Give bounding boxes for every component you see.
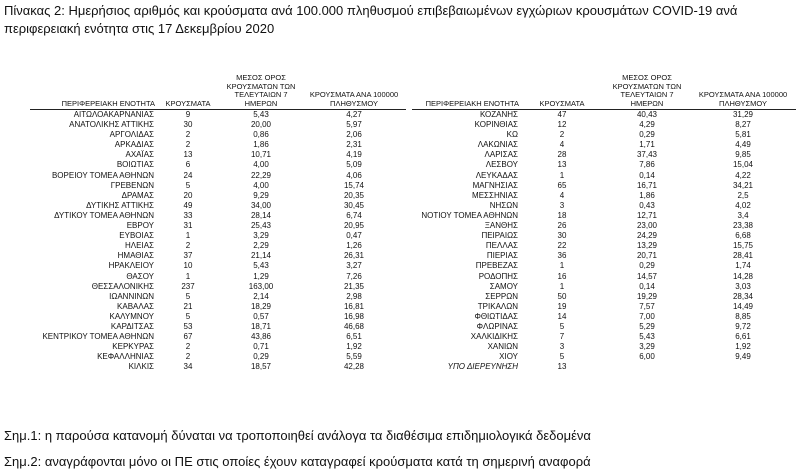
per-cell: 23,38 (732, 221, 754, 231)
table-row (412, 342, 796, 352)
region-cell: ΕΒΡΟΥ (126, 221, 154, 231)
avg-cell: 2,29 (253, 241, 269, 251)
region-cell: ΜΑΓΝΗΣΙΑΣ (472, 180, 518, 190)
region-cell: ΙΩΑΝΝΙΝΩΝ (109, 291, 154, 301)
avg-cell: 5,43 (639, 332, 655, 342)
region-cell: ΑΙΤΩΛΟΑΚΑΡΝΑΝΙΑΣ (73, 110, 154, 119)
table-row (30, 211, 406, 221)
cases-cell: 13 (557, 362, 567, 372)
table-row (30, 160, 406, 170)
per-cell: 20,95 (343, 221, 365, 231)
per-cell: 9,49 (735, 352, 751, 362)
region-cell: ΣΕΡΡΩΝ (485, 291, 518, 301)
cases-cell: 6 (185, 160, 191, 170)
per-cell: 15,04 (732, 160, 754, 170)
table-row (30, 302, 406, 312)
per-cell: 6,74 (346, 210, 362, 220)
header-region: ΠΕΡΙΦΕΡΕΙΑΚΗ ΕΝΟΤΗΤΑ (30, 74, 156, 110)
region-cell: ΛΑΚΩΝΙΑΣ (477, 140, 518, 150)
per-cell: 7,26 (346, 271, 362, 281)
avg-cell: 19,29 (636, 291, 658, 301)
table-row (412, 191, 796, 201)
table-row (412, 140, 796, 150)
table-row (412, 352, 796, 362)
avg-cell: 18,57 (250, 362, 272, 372)
cases-cell: 1 (185, 271, 191, 281)
cases-cell: 36 (557, 251, 567, 261)
left-table-body (30, 110, 406, 373)
cases-cell: 22 (557, 241, 567, 251)
per-cell: 5,59 (346, 352, 362, 362)
avg-cell: 25,43 (250, 221, 272, 231)
per-cell: 4,19 (346, 150, 362, 160)
region-cell: ΔΥΤΙΚΟΥ ΤΟΜΕΑ ΑΘΗΝΩΝ (54, 210, 154, 220)
cases-cell: 21 (183, 301, 193, 311)
avg-cell: 3,29 (253, 231, 269, 241)
avg-cell (604, 362, 690, 372)
table-row (30, 362, 406, 372)
table-row (412, 241, 796, 251)
region-cell: ΗΜΑΘΙΑΣ (117, 251, 154, 261)
per-cell: 4,49 (735, 140, 751, 150)
per-cell: 6,61 (735, 332, 751, 342)
cases-cell: 5 (185, 291, 191, 301)
avg-cell: 7,57 (639, 301, 655, 311)
region-cell: ΠΙΕΡΙΑΣ (486, 251, 518, 261)
cases-cell: 65 (557, 180, 567, 190)
cases-cell: 30 (183, 120, 193, 130)
region-cell: ΔΡΑΜΑΣ (121, 190, 154, 200)
avg-cell: 9,29 (253, 190, 269, 200)
cases-cell: 5 (559, 321, 565, 331)
table-row (412, 251, 796, 261)
region-cell: ΠΕΛΛΑΣ (485, 241, 518, 251)
table-row (412, 221, 796, 231)
per-cell: 28,41 (732, 251, 754, 261)
cases-cell: 2 (185, 352, 191, 362)
region-cell: ΑΡΓΟΛΙΔΑΣ (109, 130, 154, 140)
per-cell: 9,85 (735, 150, 751, 160)
note-1: Σημ.1: η παρούσα κατανομή δύναται να τροποποιηθεί ανάλογα τα διαθέσιμα επιδημιολογικά δεδομένα (4, 428, 591, 443)
table-row (30, 171, 406, 181)
table-row (30, 231, 406, 241)
region-cell: ΑΝΑΤΟΛΙΚΗΣ ΑΤΤΙΚΗΣ (69, 120, 154, 130)
per-cell: 1,74 (735, 261, 751, 271)
cases-cell: 7 (559, 332, 565, 342)
per-cell: 8,85 (735, 311, 751, 321)
cases-cell: 18 (557, 210, 567, 220)
cases-cell: 237 (181, 281, 195, 291)
per-cell: 3,27 (346, 261, 362, 271)
table-row (30, 322, 406, 332)
cases-cell: 67 (183, 332, 193, 342)
avg-cell: 3,29 (639, 342, 655, 352)
per-cell: 15,75 (732, 241, 754, 251)
cases-cell: 28 (557, 150, 567, 160)
avg-cell: 4,29 (639, 120, 655, 130)
region-cell: ΞΑΝΘΗΣ (484, 221, 518, 231)
table-row (412, 120, 796, 130)
cases-cell: 12 (557, 120, 567, 130)
cases-cell: 5 (185, 180, 191, 190)
per-cell: 14,28 (732, 271, 754, 281)
avg-cell: 16,71 (636, 180, 658, 190)
per-cell: 16,81 (343, 301, 365, 311)
cases-cell: 49 (183, 200, 193, 210)
per-cell: 15,74 (343, 180, 365, 190)
table-row (412, 302, 796, 312)
header-cases: ΚΡΟΥΣΜΑΤΑ (520, 74, 604, 110)
table-row (412, 171, 796, 181)
table-row (412, 362, 796, 372)
per-cell (690, 362, 796, 372)
avg-cell: 7,00 (639, 311, 655, 321)
per-cell: 1,26 (346, 241, 362, 251)
cases-cell: 20 (183, 190, 193, 200)
avg-cell: 28,14 (250, 210, 272, 220)
region-cell: ΗΡΑΚΛΕΙΟΥ (108, 261, 154, 271)
cases-cell: 53 (183, 321, 193, 331)
table-row (30, 181, 406, 191)
table-row (412, 110, 796, 121)
region-cell: ΜΕΣΣΗΝΙΑΣ (472, 190, 518, 200)
avg-cell: 2,14 (253, 291, 269, 301)
table-row (30, 110, 406, 121)
per-cell: 30,45 (343, 200, 365, 210)
avg-cell: 37,43 (636, 150, 658, 160)
table-row (412, 332, 796, 342)
region-cell: ΣΑΜΟΥ (489, 281, 518, 291)
region-cell: ΒΟΙΩΤΙΑΣ (116, 160, 154, 170)
avg-cell: 4,00 (253, 160, 269, 170)
per-cell: 4,06 (346, 170, 362, 180)
per-cell: 5,97 (346, 120, 362, 130)
per-cell: 6,51 (346, 332, 362, 342)
cases-cell: 5 (559, 352, 565, 362)
table-row (412, 292, 796, 302)
region-cell: ΦΛΩΡΙΝΑΣ (476, 321, 518, 331)
cases-cell: 3 (559, 342, 565, 352)
avg-cell: 0,29 (639, 130, 655, 140)
table-row (30, 130, 406, 140)
region-cell: ΚΕΝΤΡΙΚΟΥ ΤΟΜΕΑ ΑΘΗΝΩΝ (42, 332, 154, 342)
per-cell: 20,35 (343, 190, 365, 200)
region-cell: ΚΙΛΚΙΣ (128, 362, 154, 372)
region-cell: ΗΛΕΙΑΣ (125, 241, 154, 251)
region-cell: ΚΑΛΥΜΝΟΥ (109, 311, 154, 321)
cases-cell: 3 (559, 200, 565, 210)
avg-cell: 1,86 (639, 190, 655, 200)
cases-cell: 2 (185, 342, 191, 352)
avg-cell: 40,43 (636, 110, 658, 119)
per-cell: 2,06 (346, 130, 362, 140)
cases-cell: 24 (183, 170, 193, 180)
avg-cell: 14,57 (636, 271, 658, 281)
cases-cell: 1 (559, 281, 565, 291)
cases-cell: 37 (183, 251, 193, 261)
avg-cell: 24,29 (636, 231, 658, 241)
avg-cell: 0,14 (639, 170, 655, 180)
region-cell: ΝΗΣΩΝ (489, 200, 518, 210)
cases-cell: 16 (557, 271, 567, 281)
cases-cell: 30 (557, 231, 567, 241)
header-region: ΠΕΡΙΦΕΡΕΙΑΚΗ ΕΝΟΤΗΤΑ (412, 74, 520, 110)
region-cell: ΑΡΚΑΔΙΑΣ (114, 140, 154, 150)
avg-cell: 0,43 (639, 200, 655, 210)
avg-cell: 0,86 (253, 130, 269, 140)
table-row (30, 342, 406, 352)
avg-cell: 20,00 (250, 120, 272, 130)
region-cell: ΠΕΙΡΑΙΩΣ (481, 231, 518, 241)
table-row (412, 130, 796, 140)
avg-cell: 10,71 (250, 150, 272, 160)
per-cell: 6,68 (735, 231, 751, 241)
per-cell: 16,98 (343, 311, 365, 321)
table-row (30, 150, 406, 160)
table-row (412, 160, 796, 170)
region-cell: ΝΟΤΙΟΥ ΤΟΜΕΑ ΑΘΗΝΩΝ (421, 210, 518, 220)
region-cell: ΘΕΣΣΑΛΟΝΙΚΗΣ (91, 281, 154, 291)
table-row (30, 312, 406, 322)
avg-cell: 1,29 (253, 271, 269, 281)
table-row (30, 332, 406, 342)
region-cell: ΡΟΔΟΠΗΣ (478, 271, 518, 281)
table-row (30, 241, 406, 251)
per-cell: 2,31 (346, 140, 362, 150)
per-cell: 26,31 (343, 251, 365, 261)
table-row (30, 221, 406, 231)
per-cell: 42,28 (343, 362, 365, 372)
region-cell: ΑΧΑΪΑΣ (125, 150, 154, 160)
cases-cell: 5 (185, 311, 191, 321)
header-avg: ΜΕΣΟΣ ΟΡΟΣ ΚΡΟΥΣΜΑΤΩΝ ΤΩΝ ΤΕΛΕΥΤΑΙΩΝ 7 ΗΜΕΡΩΝ (220, 74, 302, 110)
per-cell: 28,34 (732, 291, 754, 301)
right-table-body (412, 110, 796, 373)
cases-cell: 2 (185, 241, 191, 251)
table-row (412, 272, 796, 282)
cases-cell: 4 (559, 190, 565, 200)
cases-cell: 9 (185, 110, 191, 119)
cases-cell: 1 (185, 231, 191, 241)
cases-cell: 4 (559, 140, 565, 150)
per-cell: 4,02 (735, 200, 751, 210)
per-cell: 46,68 (343, 321, 365, 331)
avg-cell: 34,00 (250, 200, 272, 210)
per-cell: 34,21 (732, 180, 754, 190)
per-cell: 2,5 (737, 190, 749, 200)
avg-cell: 20,71 (636, 251, 658, 261)
region-cell: ΤΡΙΚΑΛΩΝ (477, 301, 518, 311)
region-cell: ΔΥΤΙΚΗΣ ΑΤΤΙΚΗΣ (86, 200, 154, 210)
avg-cell: 23,00 (636, 221, 658, 231)
region-cell: ΚΩ (506, 130, 518, 140)
cases-cell: 10 (183, 261, 193, 271)
avg-cell: 5,43 (253, 261, 269, 271)
table-row (412, 282, 796, 292)
table-row (30, 352, 406, 362)
avg-cell: 7,86 (639, 160, 655, 170)
region-cell: ΛΕΣΒΟΥ (485, 160, 518, 170)
cases-cell: 47 (557, 110, 567, 119)
cases-cell: 34 (183, 362, 193, 372)
region-cell: ΚΟΖΑΝΗΣ (479, 110, 518, 119)
cases-cell: 2 (559, 130, 565, 140)
per-cell: 31,29 (732, 110, 754, 119)
note-2: Σημ.2: αναγράφονται μόνο οι ΠΕ στις οποίες έχουν καταγραφεί κρούσματα κατά τη σημερινή αναφορά (4, 454, 591, 469)
table-row (412, 211, 796, 221)
avg-cell: 1,86 (253, 140, 269, 150)
table-row (30, 282, 406, 292)
cases-cell: 13 (557, 160, 567, 170)
header-cases: ΚΡΟΥΣΜΑΤΑ (156, 74, 220, 110)
left-data-table (30, 74, 406, 372)
per-cell: 2,98 (346, 291, 362, 301)
avg-cell: 18,29 (250, 301, 272, 311)
avg-cell: 5,29 (639, 321, 655, 331)
table-row (412, 201, 796, 211)
table-row (412, 150, 796, 160)
per-cell: 8,27 (735, 120, 751, 130)
table-row (412, 322, 796, 332)
per-cell: 1,92 (346, 342, 362, 352)
table-row (30, 272, 406, 282)
cases-cell: 14 (557, 311, 567, 321)
region-cell: ΧΑΝΙΩΝ (487, 342, 518, 352)
per-cell: 14,49 (732, 301, 754, 311)
table-row (30, 292, 406, 302)
region-cell: ΓΡΕΒΕΝΩΝ (110, 180, 154, 190)
region-cell: ΒΟΡΕΙΟΥ ΤΟΜΕΑ ΑΘΗΝΩΝ (51, 170, 154, 180)
table-row (30, 201, 406, 211)
region-cell: ΧΑΛΚΙΔΙΚΗΣ (470, 332, 518, 342)
region-cell: ΚΕΡΚΥΡΑΣ (112, 342, 154, 352)
region-cell: ΧΙΟΥ (499, 352, 518, 362)
region-cell: ΥΠΟ ΔΙΕΡΕΥΝΗΣΗ (447, 362, 518, 372)
cases-cell: 33 (183, 210, 193, 220)
region-cell: ΚΟΡΙΝΘΙΑΣ (474, 120, 518, 130)
avg-cell: 21,14 (250, 251, 272, 261)
region-cell: ΛΕΥΚΑΔΑΣ (475, 170, 518, 180)
avg-cell: 12,71 (636, 210, 658, 220)
table-caption: Πίνακας 2: Ημερήσιος αριθμός και κρούσματα ανά 100.000 πληθυσμού επιβεβαιωμένων εγχώριων κρουσμάτων COVID-19 ανά περιφερειακή ενότητα στις 17 Δεκεμβρίου 2020 (4, 3, 738, 36)
cases-cell: 19 (557, 301, 567, 311)
cases-cell: 1 (559, 261, 565, 271)
table-row (30, 191, 406, 201)
table-row (412, 181, 796, 191)
cases-cell: 2 (185, 140, 191, 150)
region-cell: ΕΥΒΟΙΑΣ (119, 231, 154, 241)
region-cell: ΚΕΦΑΛΛΗΝΙΑΣ (97, 352, 154, 362)
region-cell: ΚΑΒΑΛΑΣ (117, 301, 154, 311)
region-cell: ΘΑΣΟΥ (126, 271, 154, 281)
region-cell: ΦΘΙΩΤΙΔΑΣ (474, 311, 518, 321)
header-avg: ΜΕΣΟΣ ΟΡΟΣ ΚΡΟΥΣΜΑΤΩΝ ΤΩΝ ΤΕΛΕΥΤΑΙΩΝ 7 ΗΜΕΡΩΝ (604, 74, 690, 110)
avg-cell: 13,29 (636, 241, 658, 251)
table-row (412, 261, 796, 271)
avg-cell: 6,00 (639, 352, 655, 362)
table-row (30, 251, 406, 261)
header-per: ΚΡΟΥΣΜΑΤΑ ΑΝΑ 100000 ΠΛΗΘΥΣΜΟΥ (302, 74, 406, 110)
per-cell: 5,81 (735, 130, 751, 140)
per-cell: 1,92 (735, 342, 751, 352)
per-cell: 21,35 (343, 281, 365, 291)
avg-cell: 22,29 (250, 170, 272, 180)
table-row (30, 120, 406, 130)
cases-cell: 50 (557, 291, 567, 301)
region-cell: ΠΡΕΒΕΖΑΣ (475, 261, 518, 271)
right-data-table (412, 74, 796, 372)
per-cell: 0,47 (346, 231, 362, 241)
avg-cell: 0,71 (253, 342, 269, 352)
per-cell: 9,72 (735, 321, 751, 331)
table-row (412, 312, 796, 322)
avg-cell: 0,29 (639, 261, 655, 271)
region-cell: ΚΑΡΔΙΤΣΑΣ (110, 321, 154, 331)
cases-cell: 1 (559, 170, 565, 180)
cases-cell: 26 (557, 221, 567, 231)
table-row (30, 140, 406, 150)
table-row (30, 261, 406, 271)
avg-cell: 0,29 (253, 352, 269, 362)
avg-cell: 4,00 (253, 180, 269, 190)
cases-cell: 13 (183, 150, 193, 160)
avg-cell: 0,14 (639, 281, 655, 291)
cases-cell: 31 (183, 221, 193, 231)
region-cell: ΛΑΡΙΣΑΣ (484, 150, 518, 160)
per-cell: 3,03 (735, 281, 751, 291)
avg-cell: 43,86 (250, 332, 272, 342)
avg-cell: 0,57 (253, 311, 269, 321)
avg-cell: 1,71 (639, 140, 655, 150)
cases-cell: 2 (185, 130, 191, 140)
per-cell: 4,22 (735, 170, 751, 180)
per-cell: 4,27 (346, 110, 362, 119)
table-row (412, 231, 796, 241)
avg-cell: 18,71 (250, 321, 272, 331)
header-per: ΚΡΟΥΣΜΑΤΑ ΑΝΑ 100000 ΠΛΗΘΥΣΜΟΥ (690, 74, 796, 110)
avg-cell: 163,00 (248, 281, 274, 291)
per-cell: 5,09 (346, 160, 362, 170)
avg-cell: 5,43 (253, 110, 269, 119)
per-cell: 3,4 (737, 210, 749, 220)
